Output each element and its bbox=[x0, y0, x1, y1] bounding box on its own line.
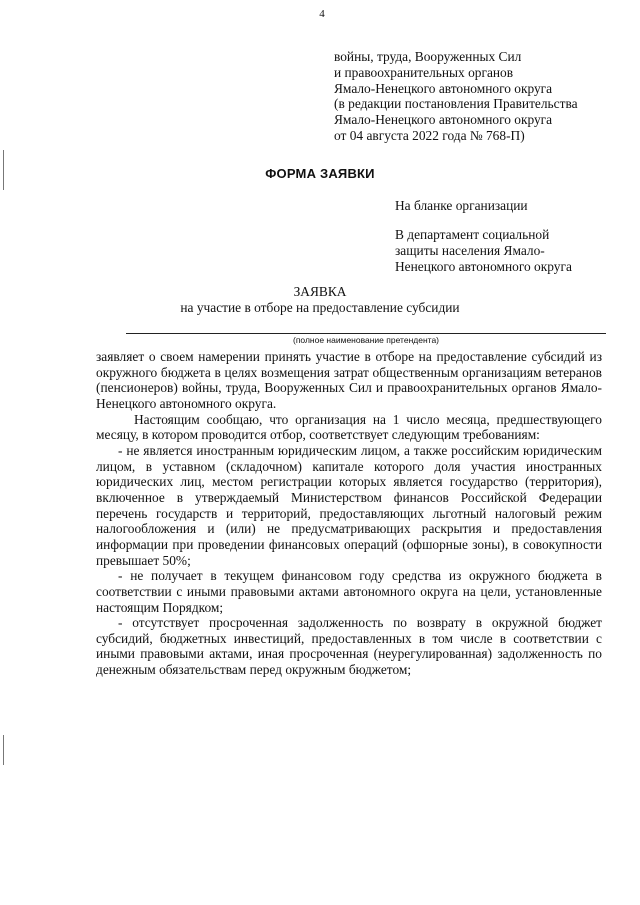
scan-edge-mark bbox=[3, 735, 4, 765]
addressee-block bbox=[395, 227, 625, 274]
addressee-line: В департамент социальной bbox=[395, 227, 550, 242]
applicant-name-caption: (полное наименование претендента) bbox=[292, 335, 439, 345]
regulation-reference bbox=[334, 49, 634, 144]
application-subtitle: на участие в отборе на предоставление субсидии bbox=[180, 300, 460, 315]
body-paragraph: Настоящим сообщаю, что организация на 1 число месяца, предшествующего месяцу, в котором проводится отбор, соответствует следующим требованиям: bbox=[96, 411, 602, 443]
reference-line: войны, труда, Вооруженных Сил bbox=[334, 49, 522, 64]
application-title: ЗАЯВКА bbox=[293, 284, 347, 299]
requirement-item: - отсутствует просроченная задолженность по возврату в окружной бюджет субсидий, бюджетных инвестиций, предоставленных в том числе в соответствии с иными правовыми актами, иная просроченная (неурегулированная) задолженность по денежным обязательствам перед окружным бюджетом; bbox=[96, 615, 602, 678]
letterhead-note: На бланке организации bbox=[395, 198, 528, 213]
reference-line: (в редакции постановления Правительства bbox=[334, 96, 578, 112]
reference-line: Ямало-Ненецкого автономного округа bbox=[334, 112, 553, 128]
application-body bbox=[96, 349, 602, 678]
form-title: ФОРМА ЗАЯВКИ bbox=[265, 166, 375, 181]
application-heading bbox=[0, 284, 640, 316]
requirement-item: - не получает в текущем финансовом году средства из окружного бюджета в соответствии с иными правовыми актами автономного округа на цели, установленные настоящим Порядком; bbox=[96, 568, 602, 615]
addressee-line: защиты населения Ямало- bbox=[395, 242, 545, 258]
body-paragraph: заявляет о своем намерении принять участие в отборе на предоставление субсидий из окружного бюджета в целях возмещения затрат общественным организациям ветеранов (пенсионеров) войны, труда, Вооруженных Сил и правоохранительных органов Ямало-Ненецкого автономного округа. bbox=[96, 349, 602, 411]
page-number: 4 bbox=[319, 8, 325, 20]
reference-line: Ямало-Ненецкого автономного округа bbox=[334, 80, 553, 96]
applicant-name-line bbox=[126, 333, 606, 334]
reference-line: от 04 августа 2022 года № 768-П) bbox=[334, 127, 525, 143]
requirement-item: - не является иностранным юридическим лицом, а также российским юридическим лицом, в уставном (складочном) капитале которого доля участия иностранных юридических лиц, местом регистрации которых является государство (территория), включенное в утверждаемый Министерством финансов Российской Федерации перечень государств и территорий, предоставляющих льготный налоговый режим налогообложения и (или) не предусматривающих раскрытия и предоставления информации при проведении финансовых операций (офшорные зоны), в совокупности превышает 50%; bbox=[96, 442, 602, 568]
reference-line: и правоохранительных органов bbox=[334, 64, 514, 80]
addressee-line: Ненецкого автономного округа bbox=[395, 258, 572, 274]
